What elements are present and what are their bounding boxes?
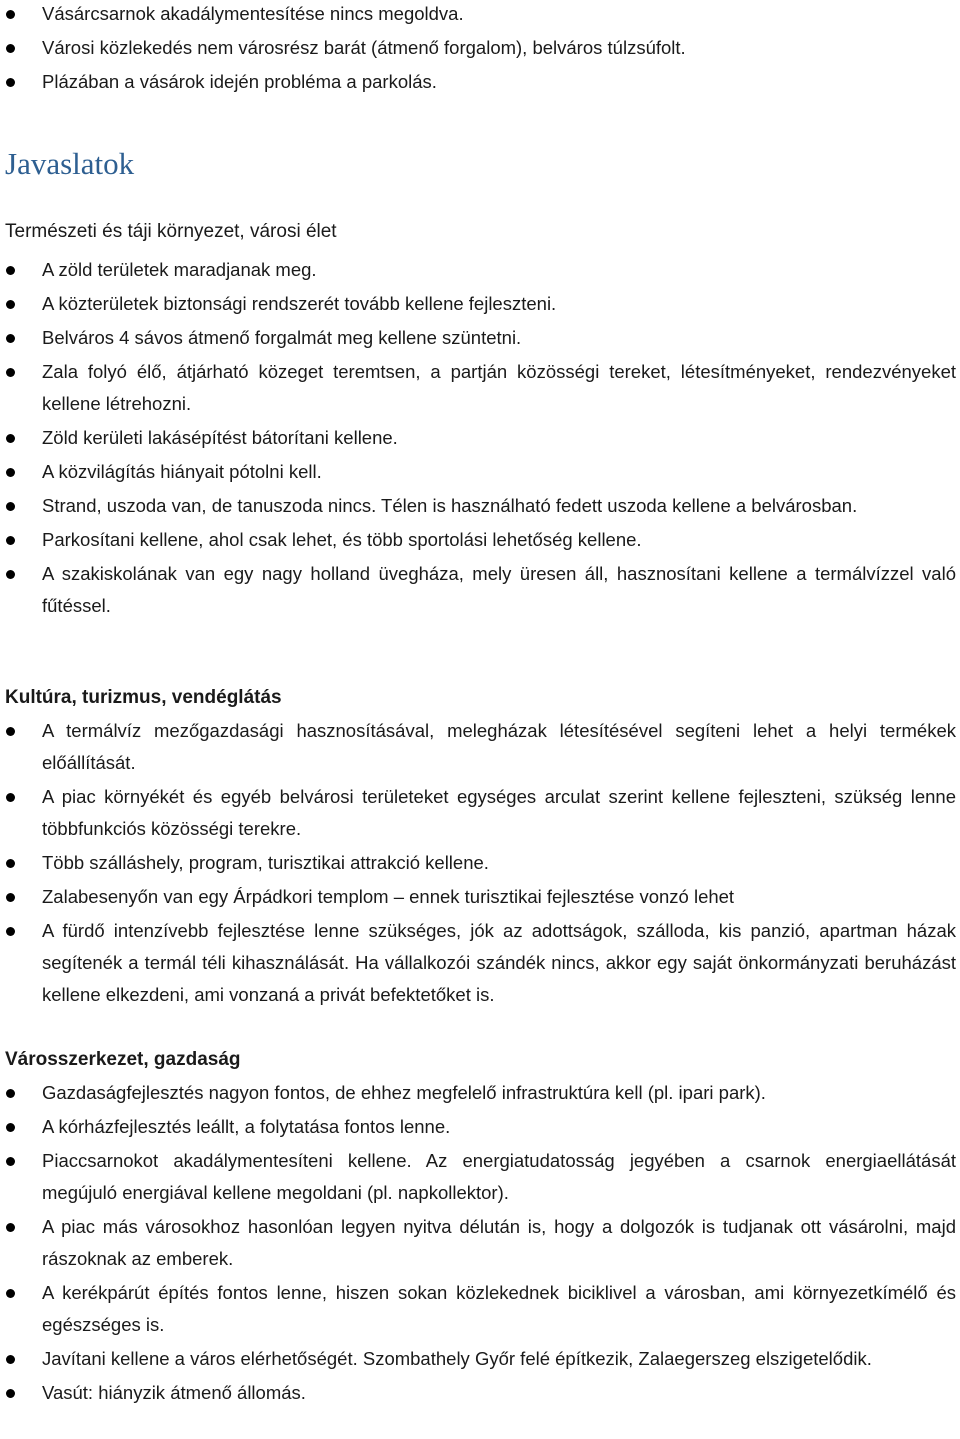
- bullet-icon: [6, 368, 15, 377]
- section-heading-economy: Városszerkezet, gazdaság: [5, 1049, 241, 1070]
- bullet-icon: [6, 727, 15, 736]
- intro-section: [0, 0, 960, 100]
- culture-list: [0, 715, 960, 1011]
- bullet-icon: [6, 536, 15, 545]
- environment-list: [0, 254, 960, 622]
- list-item: Városi közlekedés nem városrész barát (átmenő forgalom), belváros túlzsúfolt.: [0, 32, 960, 64]
- section-economy: [0, 1077, 960, 1411]
- bullet-icon: [6, 1089, 15, 1098]
- bullet-icon: [6, 44, 15, 53]
- bullet-icon: [6, 1355, 15, 1364]
- list-item: Vasút: hiányzik átmenő állomás.: [0, 1377, 960, 1409]
- list-item: A kerékpárút építés fontos lenne, hiszen sokan közlekednek biciklivel a városban, ami környezetkímélő és egészséges is.: [0, 1277, 960, 1341]
- list-item: A közvilágítás hiányait pótolni kell.: [0, 456, 960, 488]
- list-item: A zöld területek maradjanak meg.: [0, 254, 960, 286]
- list-item: A fürdő intenzívebb fejlesztése lenne szükséges, jók az adottságok, szálloda, kis panzió, apartman házak segítenék a termál téli kihasználását. Ha vállalkozói szándék nincs, akkor egy saját önkormányzati beruházást kellene elkezdeni, ami vonzaná a privát befektetőket is.: [0, 915, 960, 1011]
- list-item: A szakiskolának van egy nagy holland üvegháza, mely üresen áll, hasznosítani kellene a termálvízzel való fűtéssel.: [0, 558, 960, 622]
- section-environment: [0, 254, 960, 624]
- list-item: Strand, uszoda van, de tanuszoda nincs. Télen is használható fedett uszoda kellene a belvárosban.: [0, 490, 960, 522]
- list-item: Belváros 4 sávos átmenő forgalmát meg kellene szüntetni.: [0, 322, 960, 354]
- list-item: A kórházfejlesztés leállt, a folytatása fontos lenne.: [0, 1111, 960, 1143]
- list-item: Több szálláshely, program, turisztikai attrakció kellene.: [0, 847, 960, 879]
- list-item: Parkosítani kellene, ahol csak lehet, és több sportolási lehetőség kellene.: [0, 524, 960, 556]
- bullet-icon: [6, 927, 15, 936]
- bullet-icon: [6, 793, 15, 802]
- section-heading-environment: Természeti és táji környezet, városi élet: [5, 221, 337, 242]
- bullet-icon: [6, 10, 15, 19]
- section-heading-culture: Kultúra, turizmus, vendéglátás: [5, 687, 282, 708]
- list-item: Piaccsarnokot akadálymentesíteni kellene. Az energiatudatosság jegyében a csarnok energiaellátását megújuló energiával kellene megoldani (pl. napkollektor).: [0, 1145, 960, 1209]
- bullet-icon: [6, 300, 15, 309]
- list-item: Zöld kerületi lakásépítést bátorítani kellene.: [0, 422, 960, 454]
- bullet-icon: [6, 334, 15, 343]
- bullet-icon: [6, 434, 15, 443]
- list-item: A piac más városokhoz hasonlóan legyen nyitva délután is, hogy a dolgozók is tudjanak ott vásárolni, majd rászoknak az emberek.: [0, 1211, 960, 1275]
- bullet-icon: [6, 570, 15, 579]
- list-item: A közterületek biztonsági rendszerét tovább kellene fejleszteni.: [0, 288, 960, 320]
- bullet-icon: [6, 1289, 15, 1298]
- bullet-icon: [6, 468, 15, 477]
- section-culture: [0, 715, 960, 1013]
- bullet-icon: [6, 78, 15, 87]
- list-item: A termálvíz mezőgazdasági hasznosításával, melegházak létesítésével segíteni lehet a helyi termékek előállítását.: [0, 715, 960, 779]
- list-item: Zalabesenyőn van egy Árpádkori templom – ennek turisztikai fejlesztése vonzó lehet: [0, 881, 960, 913]
- intro-list: [0, 0, 960, 98]
- list-item: Vásárcsarnok akadálymentesítése nincs megoldva.: [0, 0, 960, 30]
- bullet-icon: [6, 1157, 15, 1166]
- bullet-icon: [6, 502, 15, 511]
- list-item: Zala folyó élő, átjárható közeget teremtsen, a partján közösségi tereket, létesítményeket, rendezvényeket kellene létrehozni.: [0, 356, 960, 420]
- bullet-icon: [6, 1123, 15, 1132]
- bullet-icon: [6, 1389, 15, 1398]
- list-item: Gazdaságfejlesztés nagyon fontos, de ehhez megfelelő infrastruktúra kell (pl. ipari park).: [0, 1077, 960, 1109]
- bullet-icon: [6, 859, 15, 868]
- bullet-icon: [6, 1223, 15, 1232]
- list-item: Plázában a vásárok idején probléma a parkolás.: [0, 66, 960, 98]
- page-title: Javaslatok: [5, 146, 135, 181]
- bullet-icon: [6, 893, 15, 902]
- list-item: A piac környékét és egyéb belvárosi területeket egységes arculat szerint kellene fejleszteni, szükség lenne többfunkciós közösségi terekre.: [0, 781, 960, 845]
- list-item: Javítani kellene a város elérhetőségét. Szombathely Győr felé építkezik, Zalaegerszeg elszigetelődik.: [0, 1343, 960, 1375]
- bullet-icon: [6, 266, 15, 275]
- economy-list: [0, 1077, 960, 1409]
